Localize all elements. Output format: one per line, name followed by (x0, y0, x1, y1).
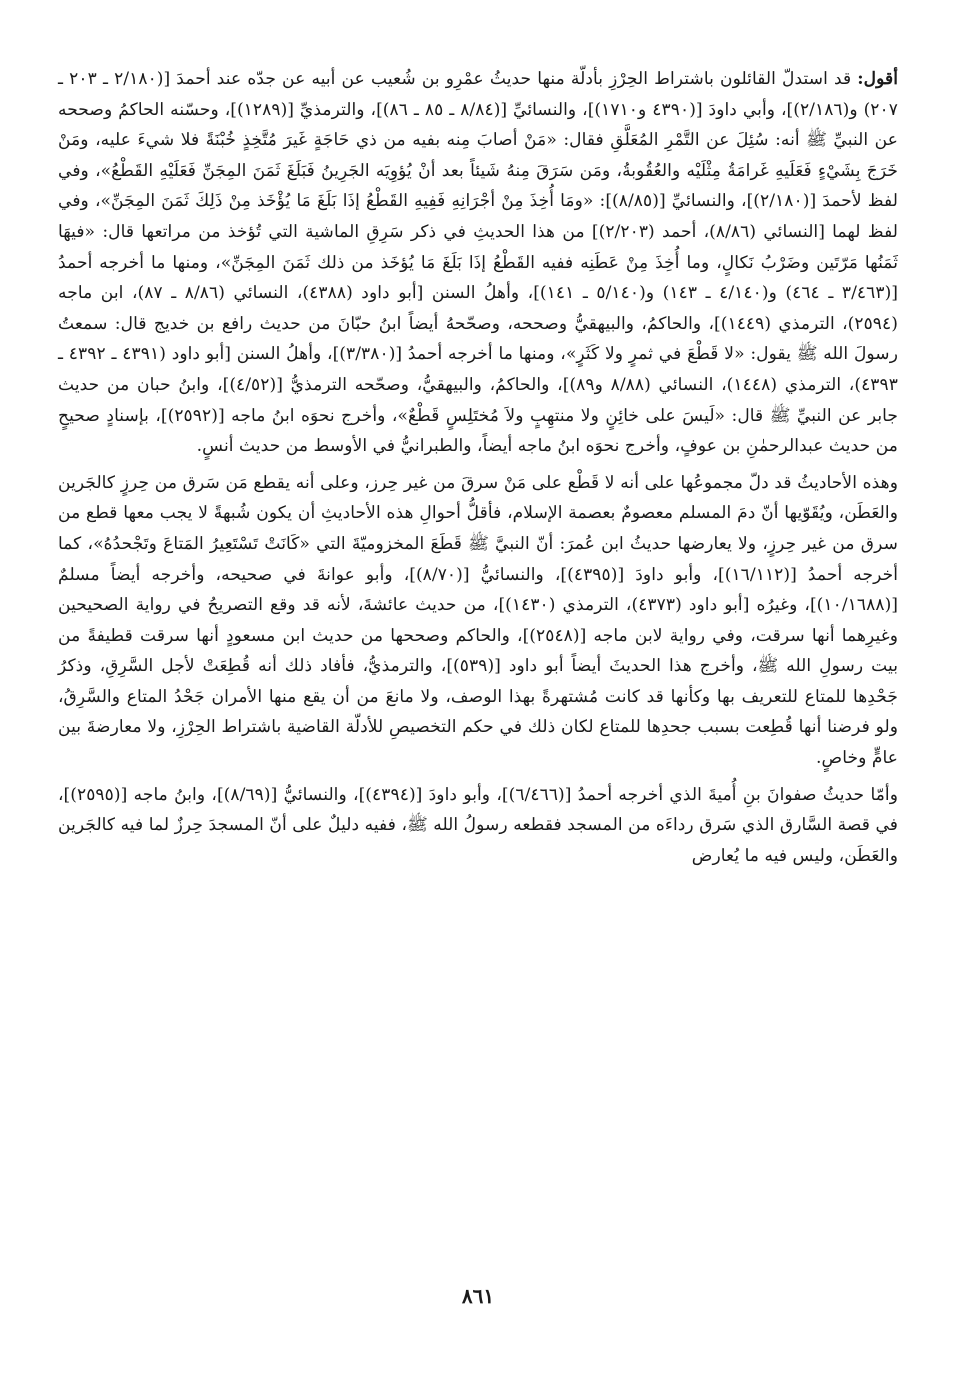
page-content (58, 64, 898, 871)
paragraph-text: قد استدلّ القائلون باشتراط الحِرْزِ بأدلّة منها حديثُ عمْرِو بن شُعيب عن أبيه عن جدّه عند أحمدَ [(٢/١٨٠ ـ ٢٠٣ ـ ٢٠٧) و(٢/١٨٦)]، وأبي داودَ [(٤٣٩٠ و١٧١٠)]، والنسائيِّ [(٨/٨٤ ـ ٨٥ ـ ٨٦)]، والترمذيِّ [(١٢٨٩)]، وحسّنه الحاكمُ وصححه عن النبيِّ ﷺ أنه: سُئِلَ عن التَّمْرِ المُعَلَّقِ فقال: «مَنْ أصابَ مِنه بفيه من ذي حَاجَةٍ غَيرَ مُتَّخِذٍ خُبْنَةً فلا شيءَ عليه، ومَنْ خَرَجَ بِشَيْءٍ فَعَلَيهِ غَرامَةُ مِثْلَيْه والعُقُوبةُ، ومَن سَرَقَ مِنهُ شَيئاً بعد أنْ يُؤوِيَه الجَرِينُ فَبَلَغَ ثَمَنَ المِجَنِّ فَعَلَيْهِ القَطْعُ»، وفي لفظ لأحمدَ [(٢/١٨٠)]، والنسائيِّ [(٨/٨٥)]: «ومَا أُخِذَ مِنْ أجْرَانِهِ فَفِيهِ القَطْعُ إذَا بَلَغَ مَا يُؤْخَذ مِنْ ذَلِكَ ثَمَنَ المِجَنِّ»، وفي لفظ لهما [النسائي (٨/٨٦)، أحمد (٢/٢٠٣)] من هذا الحديثِ في ذكر سَرِقِ الماشية التي تُؤخذ من مراتعها قال: «فيهَا ثَمَنُها مَرّتَين وضَرْبُ نَكالٍ، وما أُخِذَ مِنْ عَطَنِه ففيه القَطْعُ إذَا بَلَغَ مَا يُؤخَذ من ذلك ثَمَنَ المِجَنِّ»، ومنها ما أخرجه أحمدُ [(٣/٤٦٣ ـ ٤٦٤) و(٤/١٤٠ ـ ١٤٣) و(٥/١٤٠ ـ ١٤١)]، وأهلُ السنن [أبو داود (٤٣٨٨)، النسائي (٨/٨٦ ـ ٨٧)، ابن ماجه (٢٥٩٤)، الترمذي (١٤٤٩)]، والحاكمُ، والبيهقيُّ وصححه، وصحّحهُ أيضاً ابنُ حبّانَ من حديث رافع بن خديج قال: سمعتُ رسولَ الله ﷺ يقول: «لا قَطْعَ في ثمرٍ ولا كَثَرٍ»، ومنها ما أخرجه أحمدُ [(٣/٣٨٠)]، وأهلُ السنن [أبو داود (٤٣٩١ ـ ٤٣٩٢ ـ ٤٣٩٣)، الترمذي (١٤٤٨)، النسائي (٨/٨٨ و٨٩)]، والحاكمُ، والبيهقيُّ، وصحّحه الترمذيُّ [(٤/٥٢)]، وابنُ حبان من حديث جابر عن النبيِّ ﷺ قال: «لَيسَ على خائِنٍ ولا منتهِبٍ ولاَ مُختَلِسٍ قَطْعٌ»، وأخرج نحوَه ابنُ ماجه [(٢٥٩٢)]، بإسنادٍ صحيحٍ من حديث عبدالرحمٰنِ بن عوفٍ، وأخرج نحوَه ابنُ ماجه أيضاً، والطبرانيُّ في الأوسط من حديث أنسٍ. (58, 69, 899, 457)
paragraph-1 (58, 64, 898, 462)
paragraph-text: وأمّا حديثُ صفوانَ بنِ أُميةَ الذي أخرجه أحمدُ [(٦/٤٦٦)]، وأبو داودَ [(٤٣٩٤)]، والنسائيُّ [(٨/٦٩)]، وابنُ ماجه [(٢٥٩٥)]، في قصة السَّارق الذي سَرق رداءَه من المسجد فقطعه رسولُ الله ﷺ، ففيه دليلٌ على أنّ المسجدَ حِرزٌ لما فيه كالجَرين والعَطَن، وليس فيه ما يُعارض (58, 784, 898, 866)
paragraph-2 (58, 468, 898, 774)
paragraph-text: وهذه الأحاديثُ قد دلّ مجموعُها على أنه لا قَطْع على مَنْ سرقَ من غير حِرز، وعلى أنه يقطع مَن سَرق من حِرزٍ كالجَرين والعَطَن، ويُقَوّيها أنّ دمَ المسلم معصومٌ بعصمة الإسلام، فأقلُّ أحوالِ هذه الأحاديثِ أن يكون شُبهةً لا يجب معها قطع من سرق من غير حِرزٍ، ولا يعارضها حديثُ ابن عُمرَ: أنّ النبيَّ ﷺ قَطَعَ المخزوميّةَ التي «كَانَتْ تَسْتَعِيرُ المَتاعَ وتَجْحدُهُ»، كما أخرجه أحمدُ [(١٦/١١٢)]، وأبو داودَ [(٤٣٩٥)]، والنسائيُّ [(٨/٧٠)]، وأبو عوانةَ في صحيحه، وأخرجه أيضاً مسلمٌ [(١٠/١٦٨٨)]، وغيرُه [أبو داود (٤٣٧٣)، الترمذي (١٤٣٠)]، من حديث عائشةَ، لأنه قد وقع التصريحُ في رواية الصحيحين وغيرِهما أنها سرقت، وفي رواية لابن ماجه [(٢٥٤٨)]، والحاكم وصححها من حديث ابن مسعودٍ أنها سرقت قطيفةً من بيت رسولِ الله ﷺ، وأخرج هذا الحديثَ أيضاً أبو داود [(٥٣٩)]، والترمذيُّ، فأفاد ذلك أنه قُطِعَتْ لأجل السَّرِقِ، وذكرُ جَحْدِها للمتاع للتعريف بها وكأنها قد كانت مُشتهرةً بهذا الوصف، ولا مانعَ من أن يقع منها الأمران جَحْدُ المتاع والسَّرِقُ، ولو فرضنا أنها قُطِعت بسبب جحدِها للمتاع لكان ذلك في حكم التخصيصِ للأدلّة القاضية باشتراط الحِرْزِ، ولا معارضةَ بين عامٍّ وخاصٍ. (58, 472, 899, 769)
paragraph-3 (58, 780, 898, 872)
page-number: ٨٦١ (461, 1284, 495, 1308)
paragraph-lead: أقول: (857, 69, 898, 89)
